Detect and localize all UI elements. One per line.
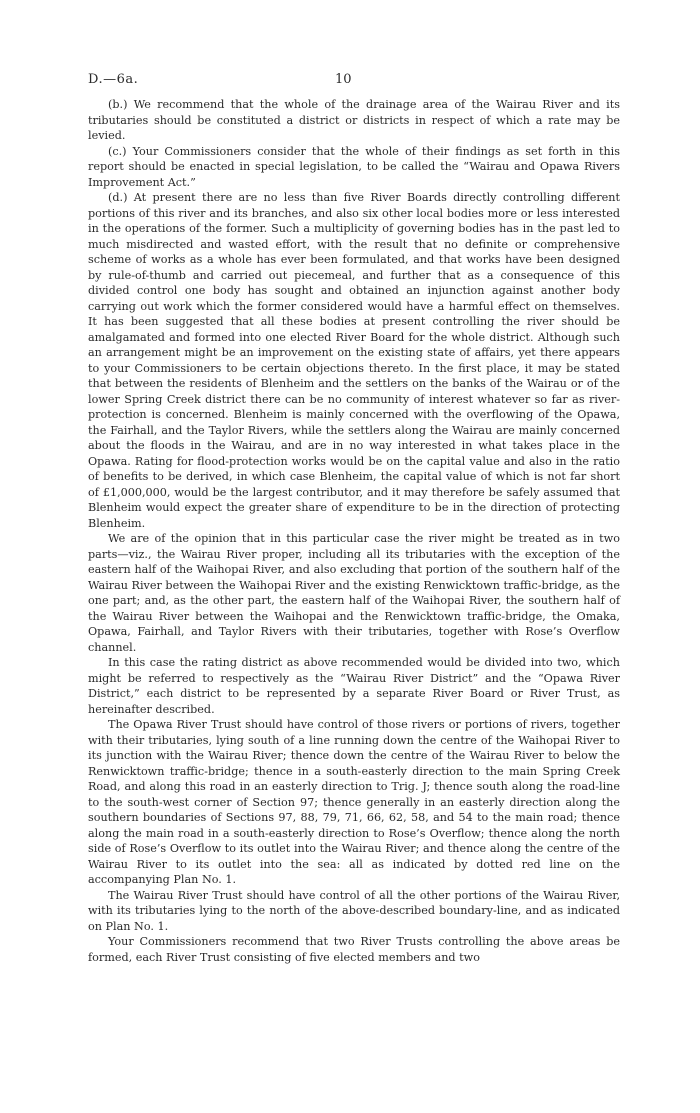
paragraph-wairau-trust: The Wairau River Trust should have control of all the other portions of the Wairau River, with its tributaries lying to the north of the above-described boundary-line, and as indicated on Plan No. 1.	[88, 888, 620, 933]
document-page	[88, 72, 620, 965]
paragraph-recommendation-b: (b.) We recommend that the whole of the drainage area of the Wairau River and its tributaries should be constituted a district or districts in respect of which a rate may be levied.	[88, 98, 620, 142]
paragraph-rating-district: In this case the rating district as above recommended would be divided into two, which might be referred to respectively as the “Wairau River District” and the “Opawa River District,” each district to be represented by a separate River Board or River Trust, as hereinafter described.	[88, 656, 620, 716]
paragraph-two-parts: We are of the opinion that in this particular case the river might be treated as in two parts—viz., the Wairau River proper, including all its tributaries with the exception of the eastern half of the Waihopai River, and also excluding that portion of the southern half of the Wairau River between the Waihopai River and the existing Renwicktown traffic-bridge, as the one part; and, as the other part, the eastern half of the Waihopai River, the southern half of the Wairau River between the Waihopai and the Renwicktown traffic-bridge, the Omaka, Opawa, Fairhall, and Taylor Rivers with their tributaries, together with Rose’s Overflow channel.	[88, 532, 620, 654]
paragraph-two-trusts: Your Commissioners recommend that two River Trusts controlling the above areas be formed, each River Trust consisting of five elected members and two	[88, 935, 620, 964]
paragraph-recommendation-c: (c.) Your Commissioners consider that the whole of their findings as set forth in this report should be enacted in special legislation, to be called the “Wairau and Opawa Rivers Improvement Act.”	[88, 144, 620, 189]
document-reference: D.—6a.	[88, 72, 139, 87]
page-header	[88, 72, 620, 94]
paragraph-recommendation-d: (d.) At present there are no less than five River Boards directly controlling different portions of this river and its branches, and also six other local bodies more or less interested in the operations of the former. Such a multiplicity of governing bodies has in the past led to much misdirected and wasted effort, with the result that no definite or comprehensive scheme of works as a whole has ever been formulated, and that works have been designed by rule-of-thumb and carried out piecemeal, and further that as a consequence of this divided control one body has sought and obtained an injunction against another body carrying out work which the former considered would have a harmful effect on themselves. It has been suggested that all these bodies at present controlling the river should be amalgamated and formed into one elected River Board for the whole district. Although such an arrangement might be an improvement on the existing state of affairs, yet there appears to your Commissioners to be certain objections thereto. In the first place, it may be stated that between the residents of Blenheim and the settlers on the banks of the Wairau or of the lower Spring Creek district there can be no community of interest whatever so far as river-protection is concerned. Blenheim is mainly concerned with the overflowing of the Opawa, the Fairhall, and the Taylor Rivers, while the settlers along the Wairau are mainly concerned about the floods in the Wairau, and are in no way interested in what takes place in the Opawa. Rating for flood-protection works would be on the capital value and also in the ratio of benefits to be derived, in which case Blenheim, the capital value of which is not far short of £1,000,000, would be the largest contributor, and it may therefore be safely assumed that Blenheim would expect the greater share of expenditure to be in the direction of protecting Blenheim.	[88, 191, 620, 530]
page-number: 10	[335, 72, 352, 87]
report-body	[88, 97, 620, 965]
paragraph-opawa-trust: The Opawa River Trust should have control of those rivers or portions of rivers, together with their tributaries, lying south of a line running down the centre of the Waihopai River to its junction with the Wairau River; thence down the centre of the Wairau River to below the Renwicktown traffic-bridge; thence in a south-easterly direction to the main Spring Creek Road, and along this road in an easterly direction to Trig. J; thence south along the road-line to the south-west corner of Section 97; thence generally in an easterly direction along the southern boundaries of Sections 97, 88, 79, 71, 66, 62, 58, and 54 to the main road; thence along the main road in a south-easterly direction to Rose’s Overflow; thence along the north side of Rose’s Overflow to its outlet into the Wairau River; and thence along the centre of the Wairau River to its outlet into the sea: all as indicated by dotted red line on the accompanying Plan No. 1.	[88, 718, 620, 886]
